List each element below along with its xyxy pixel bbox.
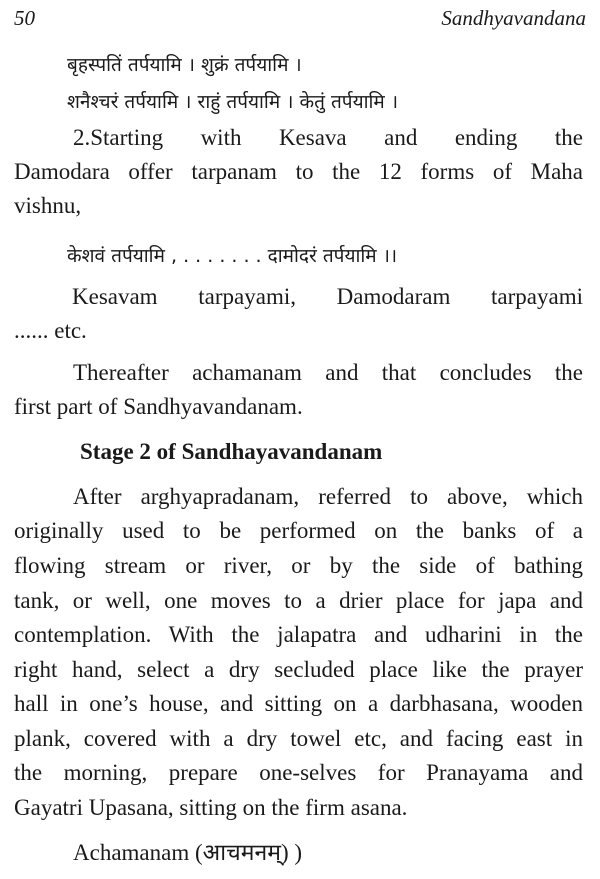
stage2-line-8: plank, covered with a dry towel etc, and facing east in bbox=[14, 726, 583, 751]
sanskrit-line-3: केशवं तर्पयामि , . . . . . . . दामोदरं तर्पयामि ।। bbox=[67, 245, 398, 267]
stage2-line-4: tank, or well, one moves to a drier place for japa and bbox=[14, 588, 583, 613]
stage2-line-1: After arghyapradanam, referred to above, which bbox=[73, 484, 583, 509]
section-heading: Stage 2 of Sandhayavandanam bbox=[80, 439, 383, 464]
page-header bbox=[14, 6, 586, 36]
page-number: 50 bbox=[14, 6, 35, 30]
sanskrit-line-2: शनैश्चरं तर्पयामि । राहुं तर्पयामि । केतुं तर्पयामि । bbox=[67, 91, 399, 113]
sanskrit-line-1: बृहस्पतिं तर्पयामि । शुक्रं तर्पयामि । bbox=[67, 54, 302, 76]
tarpayami-line-2: ...... etc. bbox=[14, 318, 87, 343]
tarpayami-line-1: Kesavam tarpayami, Damodaram tarpayami bbox=[72, 284, 583, 309]
running-head: Sandhyavandana bbox=[441, 6, 586, 30]
stage2-line-6: right hand, select a dry secluded place like the prayer bbox=[14, 657, 583, 682]
kesava-para-line-3: vishnu, bbox=[14, 193, 82, 218]
stage2-line-10: Gayatri Upasana, sitting on the firm asana. bbox=[14, 795, 408, 820]
achamanam-para-line-2: first part of Sandhyavandanam. bbox=[14, 394, 303, 419]
stage2-line-9: the morning, prepare one-selves for Pranayama and bbox=[14, 760, 583, 785]
achamanam-final-line: Achamanam (आचमनम्) ) bbox=[73, 840, 303, 865]
stage2-line-5: contemplation. With the jalapatra and udharini in the bbox=[14, 622, 583, 647]
kesava-para-line-2: Damodara offer tarpanam to the 12 forms of Maha bbox=[14, 159, 583, 184]
kesava-para-line-1: 2.Starting with Kesava and ending the bbox=[73, 125, 583, 150]
stage2-line-2: originally used to be performed on the banks of a bbox=[14, 518, 583, 543]
achamanam-para-line-1: Thereafter achamanam and that concludes the bbox=[73, 360, 583, 385]
stage2-line-3: flowing stream or river, or by the side of bathing bbox=[14, 553, 583, 578]
stage2-line-7: hall in one’s house, and sitting on a darbhasana, wooden bbox=[14, 691, 583, 716]
